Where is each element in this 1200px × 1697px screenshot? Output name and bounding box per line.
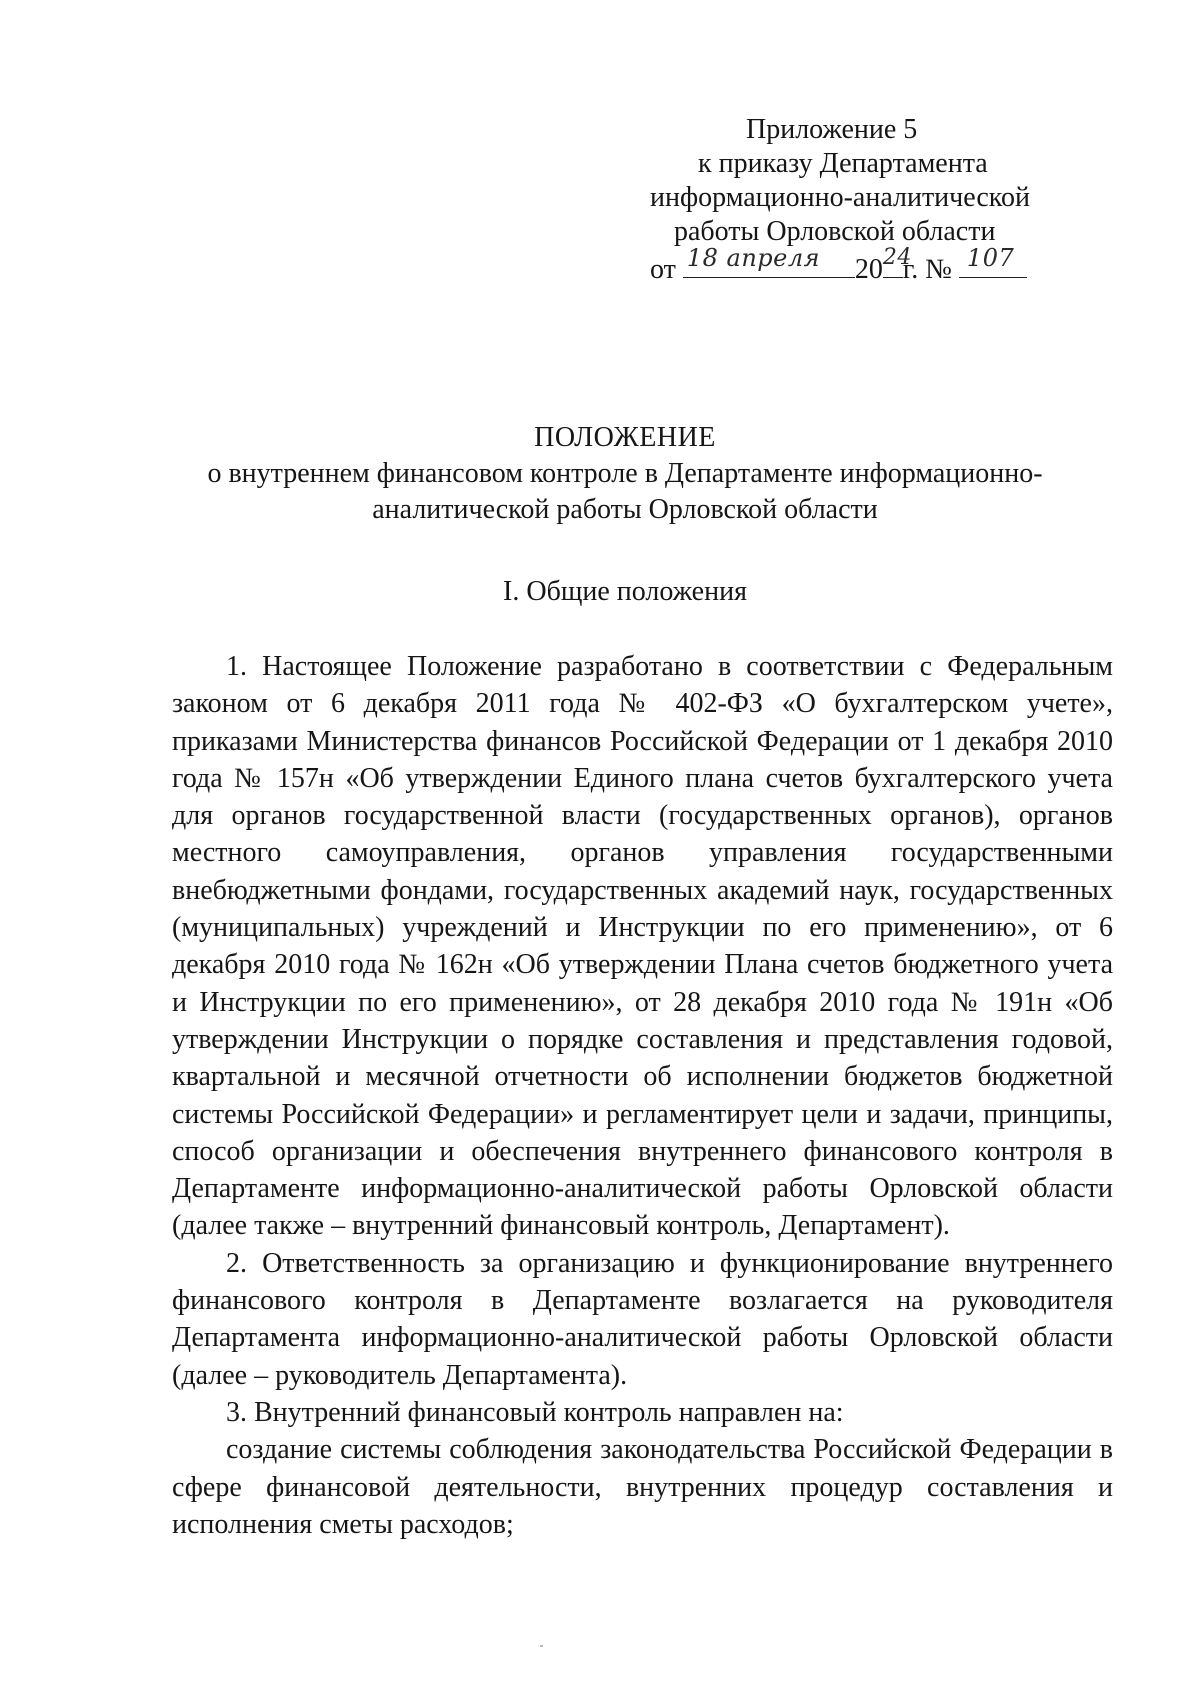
appendix-header: [650, 113, 1150, 287]
order-number-handwritten: 107: [966, 244, 1015, 272]
paragraph-2: 2. Ответственность за организацию и функционирование внутреннего финансового контроля в Департаменте возлагается на руководителя Департамента информационно-аналитической работы Орловской области (далее – руководитель Департамента).: [172, 1247, 1113, 1391]
paragraph-4: создание системы соблюдения законодательства Российской Федерации в сфере финансовой деятельности, внутренних процедур составления и исполнения сметы расходов;: [172, 1434, 1113, 1540]
year-prefix: 20: [854, 254, 883, 285]
scan-speck: [540, 1645, 543, 1647]
paragraph-3: 3. Внутренний финансовый контроль направлен на:: [226, 1396, 844, 1428]
document-subtitle: о внутреннем финансовом контроле в Департаменте информационно-аналитической работы Орловской области: [207, 458, 1043, 525]
year-handwritten: 24: [882, 245, 912, 270]
appendix-department-line2: работы Орловской области: [674, 216, 996, 247]
year-field: [882, 245, 912, 278]
year-suffix: г. №: [902, 254, 952, 285]
section-heading: I. Общие положения: [503, 576, 747, 607]
date-prefix: от: [650, 254, 676, 285]
date-day-field: [683, 244, 855, 278]
appendix-date-line: [650, 244, 1150, 287]
paragraph-1: 1. Настоящее Положение разработано в соответствии с Федеральным законом от 6 декабря 2011 года № 402-ФЗ «О бухгалтерском учете», приказами Министерства финансов Российской Федерации от 1 декабря 2010 года № 157н «Об утверждении Единого плана счетов бухгалтерского учета для органов государственной власти (государственных органов), органов местного самоуправления, органов управления государственными внебюджетными фондами, государственных академий наук, государственных (муниципальных) учреждений и Инструкции по его применению», от 6 декабря 2010 года № 162н «Об утверждении Плана счетов бюджетного учета и Инструкции по его применению», от 28 декабря 2010 года № 191н «Об утверждении Инструкции о порядке составления и представления годовой, квартальной и месячной отчетности об исполнении бюджетов бюджетной системы Российской Федерации» и регламентирует цели и задачи, принципы, способ организации и обеспечения внутреннего финансового контроля в Департаменте информационно-аналитической работы Орловской области (далее также – внутренний финансовый контроль, Департамент).: [172, 651, 1113, 1242]
date-day-handwritten: 18 апреля: [686, 244, 821, 272]
order-number-field: [959, 244, 1027, 278]
appendix-department-line1: информационно-аналитической: [650, 182, 1030, 213]
document-body: [172, 648, 1113, 1543]
document-title-block: [160, 420, 1090, 528]
document-title: ПОЛОЖЕНИЕ: [534, 422, 716, 453]
appendix-order-ref: к приказу Департамента: [698, 148, 988, 179]
appendix-number: Приложение 5: [746, 114, 918, 145]
